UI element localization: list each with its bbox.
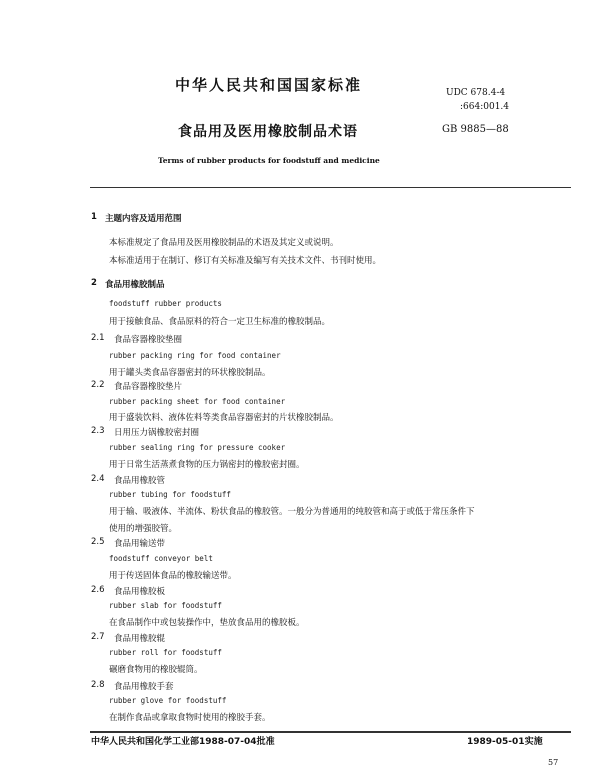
item-2-5-english-term: foodstuff conveyor belt [109,554,213,563]
item-2-5-definition: 用于传送固体食品的橡胶输送带。 [109,571,237,581]
section-1-number: 1 [91,212,97,222]
section-2-number: 2 [91,278,97,288]
item-2-6-definition: 在食品制作中或包装操作中，垫放食品用的橡胶板。 [109,618,305,628]
item-2-8-english-term: rubber glove for foodstuff [109,696,227,705]
footer-divider [90,731,571,733]
item-2-6-number: 2.6 [91,585,105,595]
header-divider [90,187,571,188]
section-1-heading: 主题内容及适用范围 [105,214,182,224]
item-2-1-number: 2.1 [91,333,105,343]
standard-number: GB 9885—88 [442,124,509,135]
issuing-authority: 中华人民共和国国家标准 [175,76,363,94]
effective-date: 1989-05-01实施 [467,737,543,747]
udc-code-line2: :664:001.4 [460,102,510,112]
item-2-6-english-term: rubber slab for foodstuff [109,601,222,610]
item-2-3-definition: 用于日常生活蒸煮食物的压力锅密封的橡胶密封圈。 [109,460,305,470]
item-2-1-english-term: rubber packing ring for food container [109,351,281,360]
item-2-6-term: 食品用橡胶板 [114,587,166,597]
item-2-8-number: 2.8 [91,680,105,690]
approval-note: 中华人民共和国化学工业部1988-07-04批准 [91,737,275,747]
item-2-8-term: 食品用橡胶手套 [114,682,174,692]
section-2-heading: 食品用橡胶制品 [105,280,165,290]
item-2-2-number: 2.2 [91,380,105,390]
item-2-3-english-term: rubber sealing ring for pressure cooker [109,443,286,452]
item-2-3-number: 2.3 [91,426,105,436]
item-2-3-term: 日用压力锅橡胶密封圈 [114,428,200,438]
section-2-definition: 用于接触食品、食品原料的符合一定卫生标准的橡胶制品。 [109,317,331,327]
item-2-2-term: 食品容器橡胶垫片 [114,382,183,392]
item-2-4-english-term: rubber tubing for foodstuff [109,490,231,499]
item-2-7-number: 2.7 [91,632,105,642]
item-2-1-definition: 用于罐头类食品容器密封的环状橡胶制品。 [109,368,271,378]
item-2-1-term: 食品容器橡胶垫圈 [114,335,183,345]
item-2-7-term: 食品用橡胶辊 [114,634,166,644]
item-2-5-term: 食品用输送带 [114,539,166,549]
item-2-4-definition-line-2: 使用的增强胶管。 [109,524,178,534]
item-2-4-definition-line-1: 用于输、吸液体、半流体、粉状食品的橡胶管。一般分为普通用的纯胶管和高于或低于常压条件下 [109,507,475,517]
english-title: Terms of rubber products for foodstuff and medicine [158,156,380,165]
item-2-2-definition: 用于盛装饮料、液体佐料等类食品容器密封的片状橡胶制品。 [109,413,339,423]
section-1-para-1: 本标准规定了食品用及医用橡胶制品的术语及其定义或说明。 [109,238,339,248]
section-2-english-term: foodstuff rubber products [109,299,222,308]
item-2-7-english-term: rubber roll for foodstuff [109,648,222,657]
section-1-para-2: 本标准适用于在制订、修订有关标准及编写有关技术文件、书刊时使用。 [109,256,382,266]
page-number: 57 [548,758,559,767]
item-2-4-number: 2.4 [91,474,105,484]
item-2-8-definition: 在制作食品或拿取食物时使用的橡胶手套。 [109,713,271,723]
item-2-4-term: 食品用橡胶管 [114,476,166,486]
item-2-2-english-term: rubber packing sheet for food container [109,397,286,406]
udc-code-line1: UDC 678.4-4 [446,88,506,98]
item-2-7-definition: 碾磨食物用的橡胶辊筒。 [109,665,203,675]
item-2-5-number: 2.5 [91,537,105,547]
document-title: 食品用及医用橡胶制品术语 [178,124,358,140]
